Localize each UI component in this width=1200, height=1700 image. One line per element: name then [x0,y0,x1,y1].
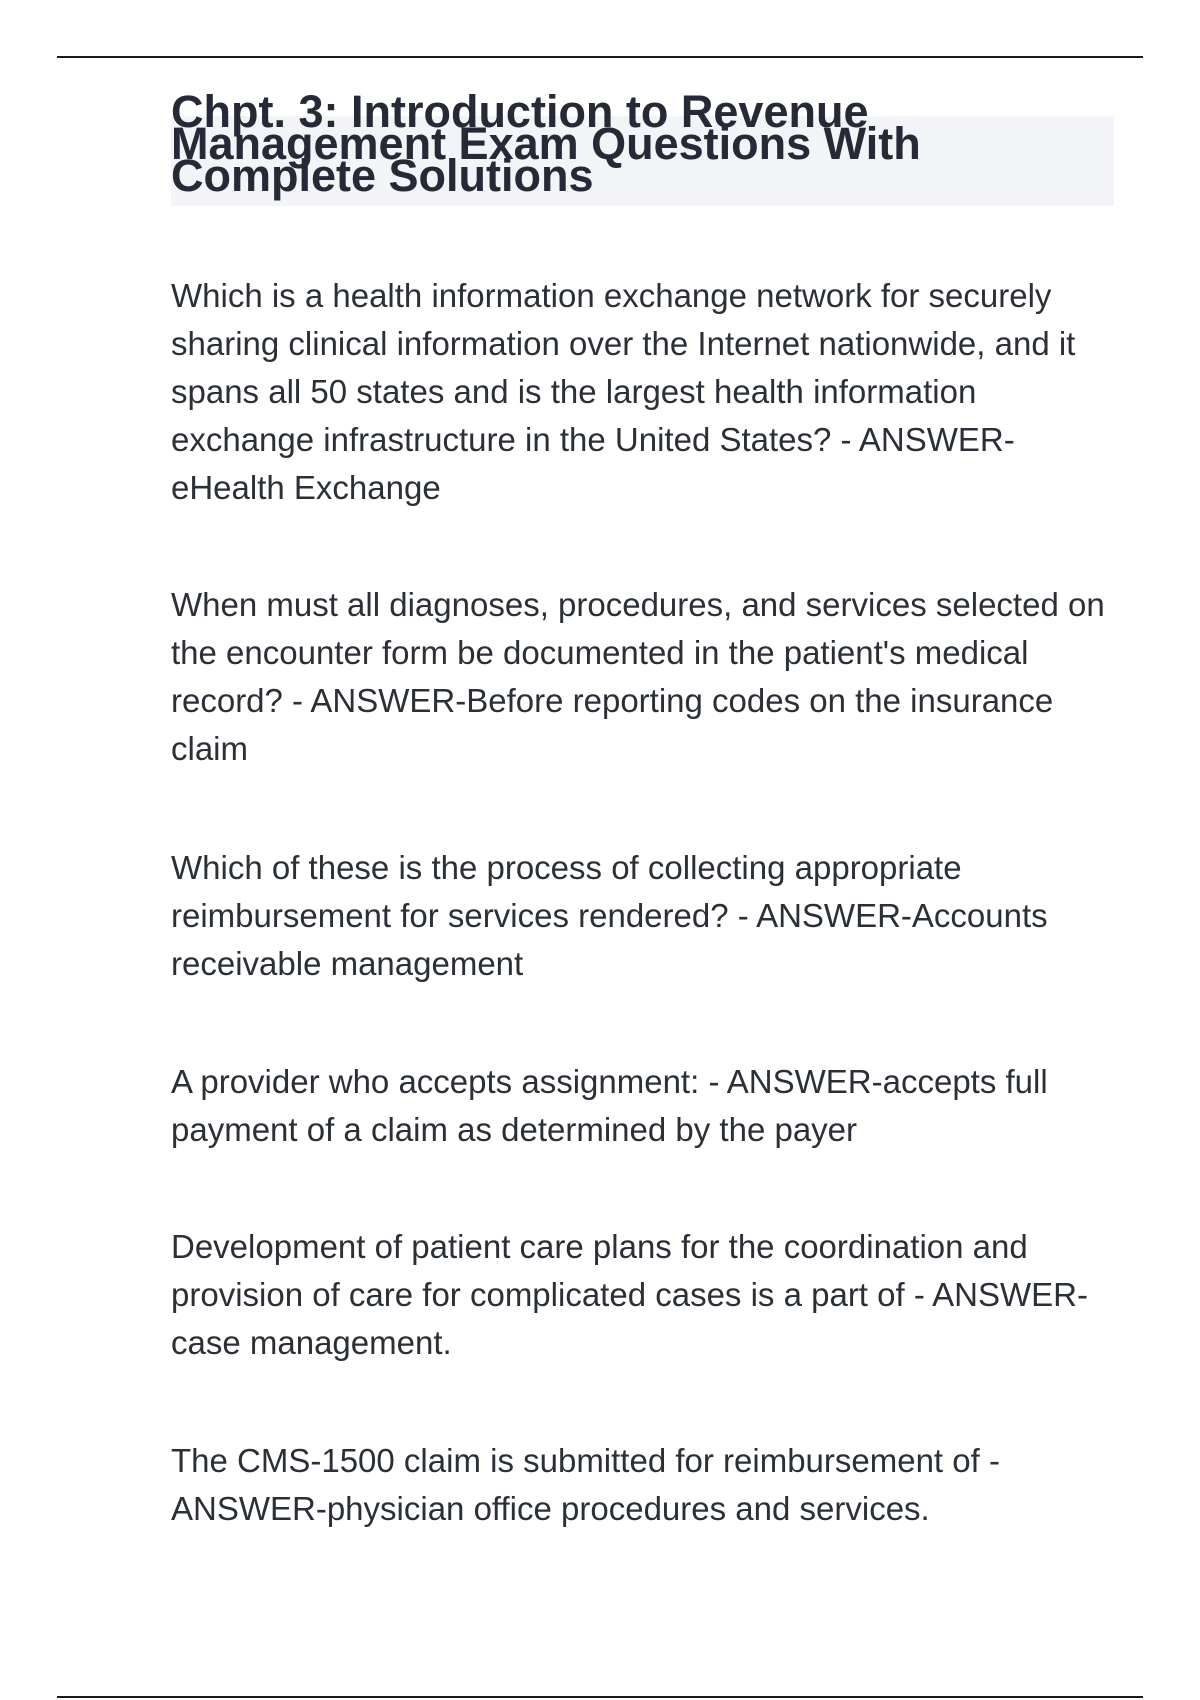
question-answer-item: Which is a health information exchange network for securely sharing clinical information over the Internet nationwide, and it spans all 50 states and is the largest health information exchange infrastructure in the United States? - ANSWER-eHealth Exchange [171,277,1076,506]
question-answer-item: When must all diagnoses, procedures, and services selected on the encounter form be documented in the patient's medical record? - ANSWER-Before reporting codes on the insurance claim [171,586,1105,767]
question-answer-item: Which of these is the process of collecting appropriate reimbursement for services rendered? - ANSWER-Accounts receivable management [171,849,1048,982]
question-answer-item: Development of patient care plans for the coordination and provision of care for complicated cases is a part of - ANSWER-case management. [171,1228,1089,1361]
bottom-divider [57,1696,1143,1698]
question-answer-item: A provider who accepts assignment: - ANSWER-accepts full payment of a claim as determined by the payer [171,1063,1048,1148]
document-title: Chpt. 3: Introduction to Revenue Management Exam Questions With Complete Solutions [171,86,921,201]
question-answer-item: The CMS-1500 claim is submitted for reimbursement of - ANSWER-physician office procedures and services. [171,1442,1000,1527]
top-divider [57,56,1143,58]
